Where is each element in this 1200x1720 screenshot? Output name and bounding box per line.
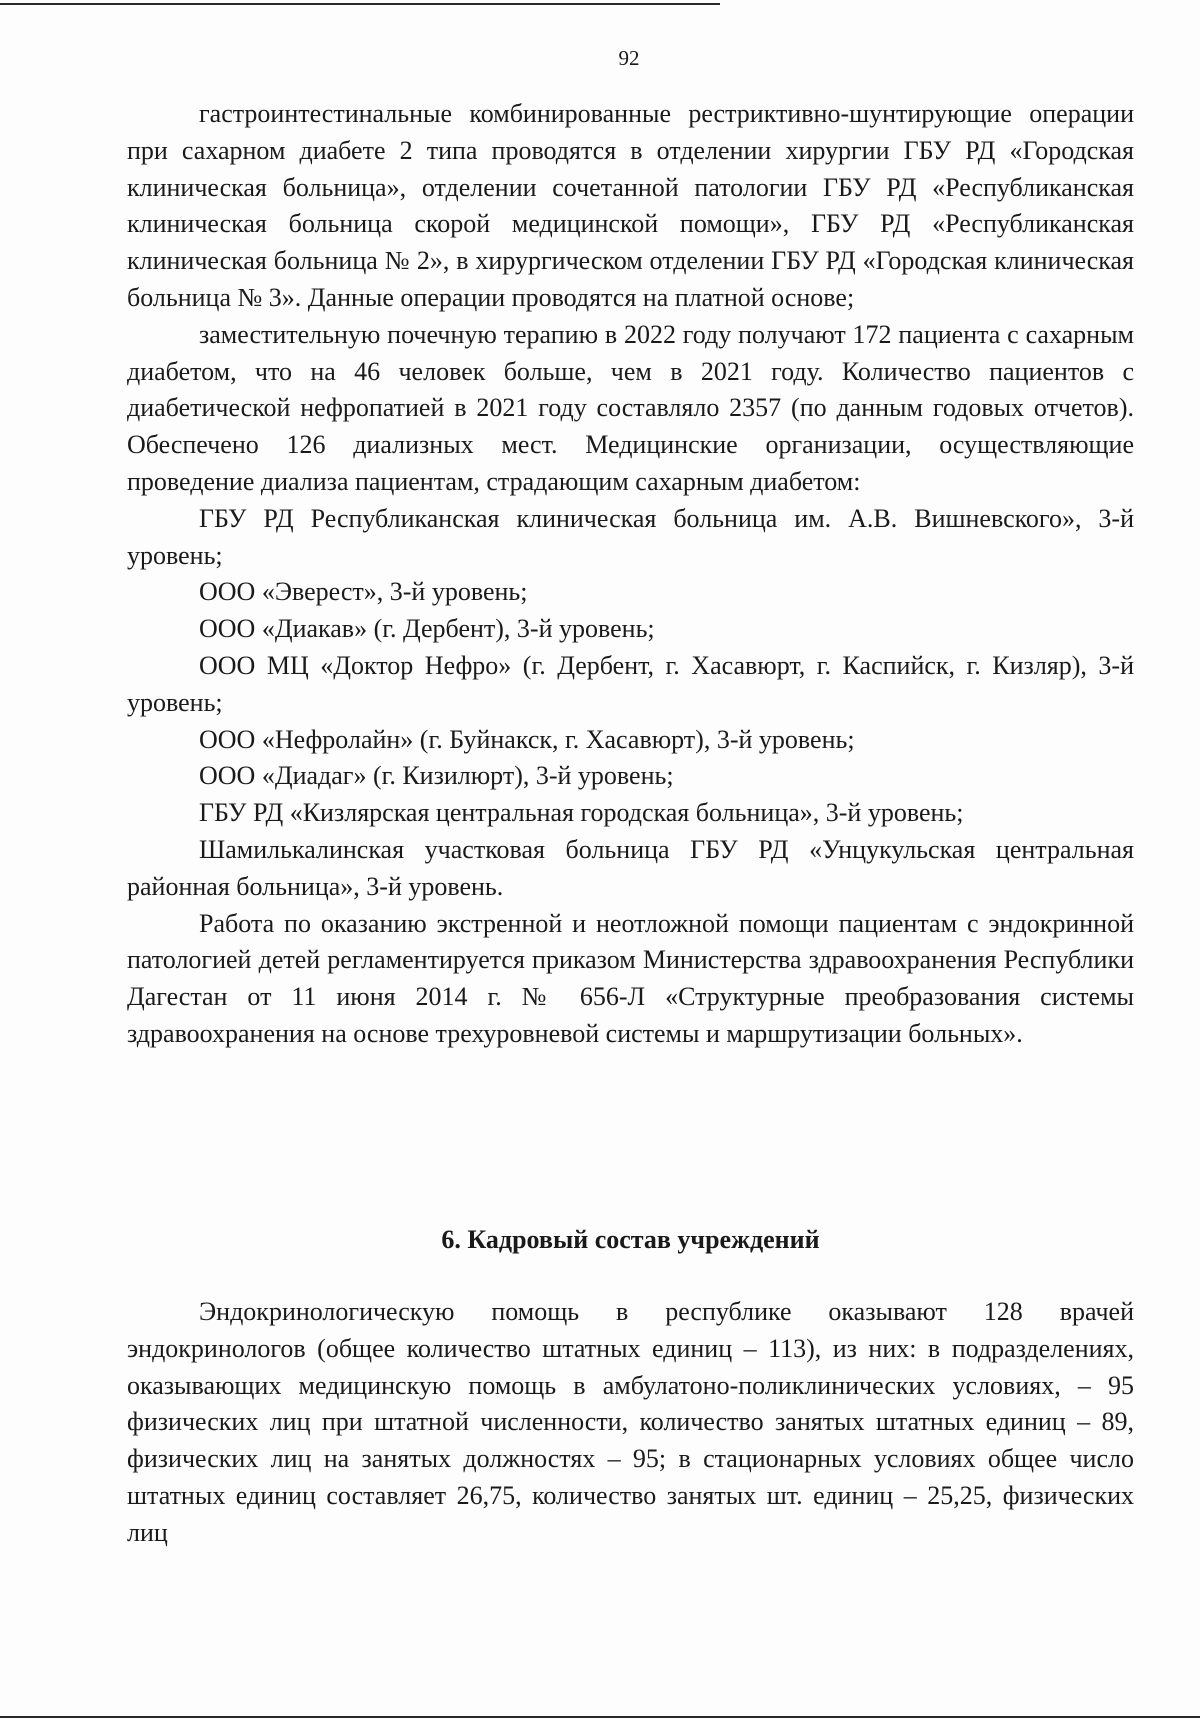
- list-item-everest: ООО «Эверест», 3-й уровень;: [199, 577, 528, 607]
- list-item-diakav: ООО «Диакав» (г. Дербент), 3-й уровень;: [199, 614, 655, 644]
- paragraph-emergency-care-order: Работа по оказанию экстренной и неотложной помощи пациентам с эндокринной патологией детей регламентируется приказом Министерства здравоохранения Республики Дагестан от 11 июня 2014 г. № 656-Л «Структурные преобразования системы здравоохранения на основе трехуровневой системы и маршрутизации больных».: [127, 908, 1134, 1048]
- paragraph-dialysis-therapy: заместительную почечную терапию в 2022 году получают 172 пациента с сахарным диабетом, что на 46 человек больше, чем в 2021 году. Количество пациентов с диабетической нефропатией в 2021 году составляло 2357 (по данным годовых отчетов). Обеспечено 126 диализных мест. Медицинские организации, осуществляющие проведение диализа пациентам, страдающим сахарным диабетом:: [127, 319, 1134, 496]
- list-item-nefrolain: ООО «Нефролайн» (г. Буйнакск, г. Хасавюрт), 3-й уровень;: [199, 724, 855, 754]
- bottom-scan-border: [0, 1716, 1200, 1718]
- top-scan-border: [0, 3, 720, 5]
- list-item-diadag: ООО «Диадаг» (г. Кизилюрт), 3-й уровень;: [199, 761, 674, 791]
- list-item-shamilkala-hospital: Шамилькалинская участковая больница ГБУ РД «Унцукульская центральная районная больница», 3-й уровень.: [127, 834, 1134, 901]
- page-number: 92: [618, 46, 640, 70]
- section-heading: 6. Кадровый состав учреждений: [441, 1225, 820, 1254]
- paragraph-surgery-operations: гастроинтестинальные комбинированные рестриктивно-шунтирующие операции при сахарном диабете 2 типа проводятся в отделении хирургии ГБУ РД «Городская клиническая больница», отделении сочетанной патологии ГБУ РД «Республиканская клиническая больница скорой медицинской помощи», ГБУ РД «Республиканская клиническая больница № 2», в хирургическом отделении ГБУ РД «Городская клиническая больница № 3». Данные операции проводятся на платной основе;: [127, 99, 1134, 312]
- body-text-top: [127, 96, 1134, 1053]
- paragraph-endocrinologists-staff: Эндокринологическую помощь в республике оказывают 128 врачей эндокринологов (общее количество штатных единиц – 113), из них: в подразделениях, оказывающих медицинскую помощь в амбулатоно-поликлинических условиях, – 95 физических лиц при штатной численности, количество занятых штатных единиц – 89, физических лиц на занятых должностях – 95; в стационарных условиях общее число штатных единиц составляет 26,75, количество занятых шт. единиц – 25,25, физических лиц: [127, 1297, 1134, 1547]
- body-text-bottom: [127, 1294, 1134, 1552]
- list-item-doktor-nefro: ООО МЦ «Доктор Нефро» (г. Дербент, г. Хасавюрт, г. Каспийск, г. Кизляр), 3-й уровень;: [127, 650, 1134, 717]
- list-item-kizlyar-hospital: ГБУ РД «Кизлярская центральная городская больница», 3-й уровень;: [199, 798, 964, 828]
- list-item-vishnevsky-hospital: ГБУ РД Республиканская клиническая больница им. А.В. Вишневского», 3-й уровень;: [127, 503, 1134, 570]
